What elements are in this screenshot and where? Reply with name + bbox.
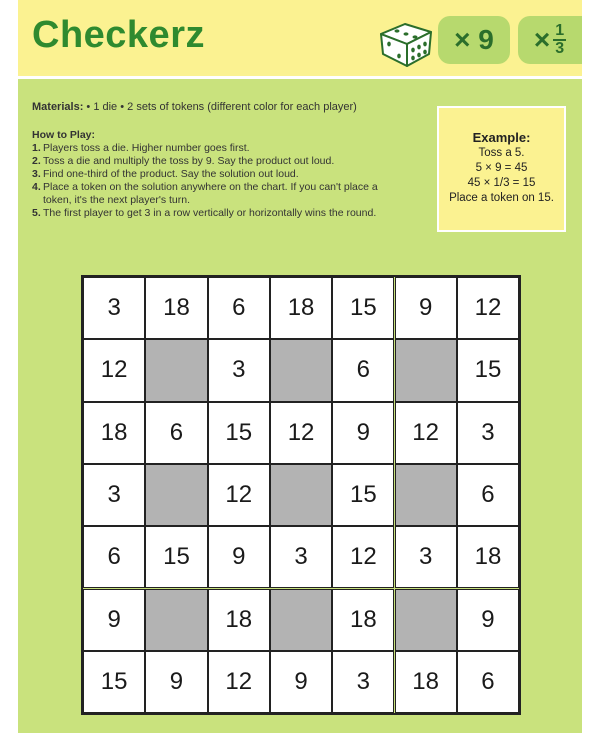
- game-board: [81, 275, 521, 715]
- board-cell[interactable]: 9: [332, 402, 394, 464]
- board-cell[interactable]: 18: [332, 589, 394, 651]
- board-cell[interactable]: 18: [208, 589, 270, 651]
- board-cell[interactable]: 18: [395, 651, 457, 713]
- step-text: Players toss a die. Higher number goes first.: [43, 142, 250, 154]
- materials-text: • 1 die • 2 sets of tokens (different color for each player): [83, 101, 357, 113]
- board-cell[interactable]: 6: [457, 464, 519, 526]
- example-line: Toss a 5.: [478, 147, 525, 159]
- board-cell[interactable]: 12: [457, 277, 519, 339]
- board-cell[interactable]: 6: [208, 277, 270, 339]
- materials-line: [32, 101, 357, 113]
- one-third-fraction: [553, 23, 566, 57]
- board-cell[interactable]: 6: [83, 526, 145, 588]
- materials-label: Materials:: [32, 101, 84, 113]
- board-cell[interactable]: 15: [332, 464, 394, 526]
- board-cell[interactable]: 6: [332, 339, 394, 401]
- step-item: [32, 155, 392, 168]
- board-cell[interactable]: 9: [83, 589, 145, 651]
- board-cell[interactable]: 18: [145, 277, 207, 339]
- board-cell-shaded[interactable]: [145, 589, 207, 651]
- step-number: 1.: [32, 142, 41, 154]
- step-item: [32, 207, 392, 220]
- board-cell[interactable]: 15: [145, 526, 207, 588]
- step-number: 5.: [32, 207, 41, 219]
- board-cell-shaded[interactable]: [270, 464, 332, 526]
- board-cell[interactable]: 18: [83, 402, 145, 464]
- board-cell[interactable]: 3: [208, 339, 270, 401]
- how-to-play-title: How to Play:: [32, 129, 96, 141]
- board-cell-shaded[interactable]: [270, 589, 332, 651]
- fraction-numerator: 1: [555, 22, 565, 39]
- board-cell[interactable]: 15: [332, 277, 394, 339]
- board-cell[interactable]: 15: [83, 651, 145, 713]
- how-to-play: [32, 129, 392, 220]
- board-cell[interactable]: 3: [83, 464, 145, 526]
- fraction-denominator: 3: [555, 40, 565, 57]
- board-cell-shaded[interactable]: [145, 464, 207, 526]
- step-item: [32, 181, 392, 207]
- board-cell[interactable]: 15: [457, 339, 519, 401]
- board-cell[interactable]: 12: [332, 526, 394, 588]
- step-text: The first player to get 3 in a row vertically or horizontally wins the round.: [43, 207, 377, 219]
- board-cell[interactable]: 9: [270, 651, 332, 713]
- example-line: 45 × 1/3 = 15: [467, 177, 536, 189]
- step-text: Find one-third of the product. Say the solution out loud.: [43, 168, 299, 180]
- board-cell[interactable]: 6: [457, 651, 519, 713]
- die-icon: [375, 12, 437, 68]
- board-cell[interactable]: 3: [395, 526, 457, 588]
- header-bar: [18, 0, 582, 76]
- example-box: [437, 106, 566, 232]
- page-title: Checkerz: [32, 14, 205, 56]
- board-cell[interactable]: 9: [457, 589, 519, 651]
- board-cell[interactable]: 12: [83, 339, 145, 401]
- example-title: Example:: [472, 130, 531, 145]
- board-cell-shaded[interactable]: [270, 339, 332, 401]
- board-cell[interactable]: 12: [208, 651, 270, 713]
- board-cell[interactable]: 9: [145, 651, 207, 713]
- board-cell-shaded[interactable]: [395, 464, 457, 526]
- board-cell[interactable]: 3: [83, 277, 145, 339]
- board-cell[interactable]: 9: [395, 277, 457, 339]
- board-cell[interactable]: 3: [457, 402, 519, 464]
- step-item: [32, 168, 392, 181]
- times-one-third-badge: [518, 16, 582, 64]
- board-cell[interactable]: 3: [332, 651, 394, 713]
- board-cell-shaded[interactable]: [395, 589, 457, 651]
- board-cell[interactable]: 12: [395, 402, 457, 464]
- board-cell-shaded[interactable]: [145, 339, 207, 401]
- times-nine-badge: × 9: [438, 16, 510, 64]
- content-panel: [18, 79, 582, 733]
- step-item: [32, 142, 392, 155]
- multiply-sign: ×: [533, 24, 551, 55]
- step-text: Place a token on the solution anywhere on the chart. If you can't place a token, it's the next player's turn.: [43, 181, 378, 206]
- board-cell[interactable]: 9: [208, 526, 270, 588]
- board-cell[interactable]: 3: [270, 526, 332, 588]
- step-number: 4.: [32, 181, 41, 193]
- board-cell[interactable]: 12: [208, 464, 270, 526]
- board-cell[interactable]: 12: [270, 402, 332, 464]
- board-cell-shaded[interactable]: [395, 339, 457, 401]
- board-cell[interactable]: 18: [457, 526, 519, 588]
- example-line: Place a token on 15.: [449, 192, 554, 204]
- board-cell[interactable]: 15: [208, 402, 270, 464]
- step-text: Toss a die and multiply the toss by 9. Say the product out loud.: [43, 155, 335, 167]
- board-cell[interactable]: 18: [270, 277, 332, 339]
- step-number: 2.: [32, 155, 41, 167]
- board-cell[interactable]: 6: [145, 402, 207, 464]
- example-line: 5 × 9 = 45: [475, 162, 528, 174]
- step-number: 3.: [32, 168, 41, 180]
